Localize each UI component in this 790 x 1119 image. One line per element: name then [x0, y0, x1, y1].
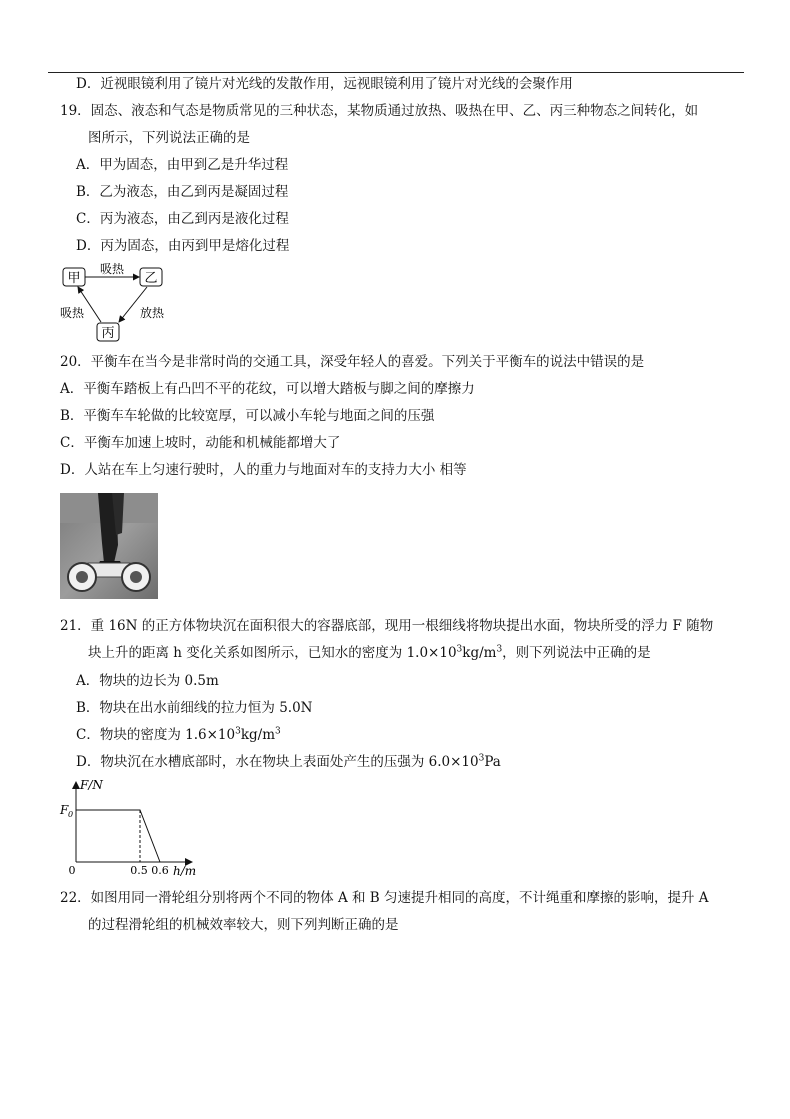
label-jia: 甲 [67, 271, 81, 286]
force-curve [76, 810, 160, 862]
q21-option-c: C．物块的密度为 $1.6\times 10^3kg/m^3$ [76, 726, 281, 743]
q21-stem-line1: 21．重 16N 的正方体物块沉在面积很大的容器底部，现用一根细线将物块提出水面，物块所受的浮力 F 随物 [60, 618, 714, 634]
origin-label: 0 [68, 864, 76, 876]
balance-scooter-photo [60, 493, 158, 599]
q21-option-a: A．物块的边长为 0.5m [76, 673, 219, 689]
label-right-release: 放热 [139, 306, 165, 320]
y-axis-label: F/N [80, 778, 103, 792]
q19-stem-line2: 图所示，下列说法正确的是 [88, 130, 250, 146]
q21-stem-line2: 块上升的距离 h 变化关系如图所示，已知水的密度为 $1.0\times 10^3kg/m^3$，则下列说法中正确的是 [88, 644, 651, 661]
label-top-absorb: 吸热 [99, 262, 125, 276]
q22-stem-line2: 的过程滑轮组的机械效率较大，则下列判断正确的是 [88, 917, 399, 933]
buoyancy-graph [52, 776, 212, 876]
q21-option-b: B．物块在出水前细线的拉力恒为 5.0N [76, 700, 313, 716]
label-bing: 丙 [101, 326, 115, 341]
label-left-absorb: 吸热 [59, 306, 85, 320]
state-change-diagram [56, 262, 176, 348]
f0-label: F [60, 803, 69, 817]
q19-stem-line1: 19．固态、液态和气态是物质常见的三种状态，某物质通过放热、吸热在甲、乙、丙三种物态之间转化，如 [60, 103, 699, 119]
q19-option-c: C．丙为液态，由乙到丙是液化过程 [76, 211, 289, 227]
q20-option-c: C．平衡车加速上坡时，动能和机械能都增大了 [60, 435, 341, 451]
q18-option-d: D．近视眼镜利用了镜片对光线的发散作用，远视眼镜利用了镜片对光线的会聚作用 [76, 76, 573, 92]
tick-0.6: 0.6 [151, 864, 169, 876]
q20-option-b: B．平衡车车轮做的比较宽厚，可以减小车轮与地面之间的压强 [60, 408, 435, 424]
header-rule [48, 72, 744, 73]
q19-option-b: B．乙为液态，由乙到丙是凝固过程 [76, 184, 289, 200]
q22-stem-line1: 22．如图用同一滑轮组分别将两个不同的物体 A 和 B 匀速提升相同的高度，不计绳重和摩擦的影响，提升 A [60, 890, 709, 906]
x-axis-label: h/m [173, 864, 197, 876]
label-yi: 乙 [144, 271, 158, 286]
q19-option-d: D．丙为固态，由丙到甲是熔化过程 [76, 238, 290, 254]
q20-stem: 20．平衡车在当今是非常时尚的交通工具，深受年轻人的喜爱。下列关于平衡车的说法中错误的是 [60, 354, 645, 370]
f0-subscript: 0 [68, 810, 74, 819]
q20-option-d: D．人站在车上匀速行驶时，人的重力与地面对车的支持力大小 相等 [60, 462, 467, 478]
q21-option-d: D．物块沉在水槽底部时，水在物块上表面处产生的压强为 $6.0\times 10^3Pa$ [76, 753, 501, 770]
q20-option-a: A．平衡车踏板上有凸凹不平的花纹，可以增大踏板与脚之间的摩擦力 [60, 381, 475, 397]
tick-0.5: 0.5 [130, 864, 148, 876]
q19-option-a: A．甲为固态，由甲到乙是升华过程 [76, 157, 289, 173]
